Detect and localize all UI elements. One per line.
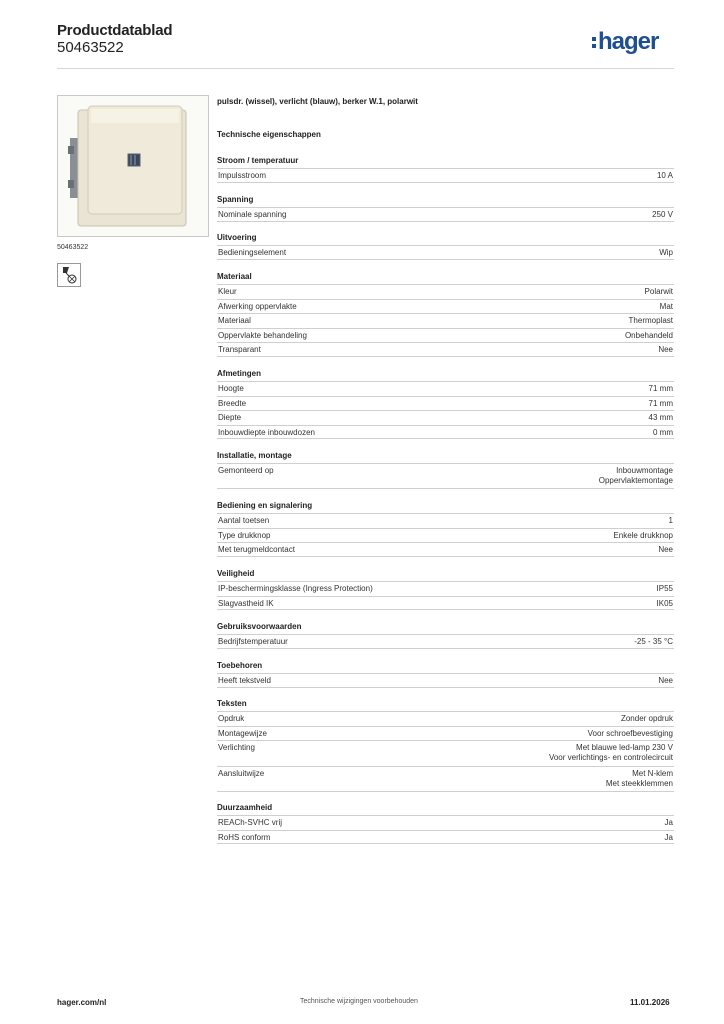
footer-website[interactable]: hager.com/nl	[57, 998, 107, 1007]
spec-value-line: 0 mm	[653, 427, 673, 437]
spec-value	[625, 331, 673, 341]
spec-value	[629, 316, 673, 326]
spec-value-line: 43 mm	[648, 413, 673, 423]
spec-value-line: 71 mm	[648, 398, 673, 408]
product-description: pulsdr. (wissel), verlicht (blauw), berker W.1, polarwit	[217, 97, 418, 106]
spec-value	[665, 833, 673, 843]
group-title: Materiaal	[217, 272, 252, 281]
spec-row	[217, 596, 674, 611]
spec-value	[665, 818, 673, 828]
spec-row	[217, 207, 674, 222]
group-title: Spanning	[217, 195, 254, 204]
spec-value	[599, 466, 673, 486]
group-title: Installatie, montage	[217, 451, 292, 460]
spec-value-line: Oppervlaktemontage	[598, 476, 673, 485]
logo-dots-icon	[592, 37, 596, 48]
spec-value	[658, 345, 673, 355]
spec-key: Heeft tekstveld	[218, 676, 271, 685]
spec-value-line: Met N-klem	[632, 769, 673, 779]
spec-key: Nominale spanning	[218, 210, 287, 219]
spec-value	[588, 729, 673, 739]
spec-value	[645, 287, 673, 297]
spec-row	[217, 542, 674, 557]
spec-value-line: IK05	[656, 598, 673, 608]
section-title: Technische eigenschappen	[217, 130, 321, 139]
spec-value	[613, 531, 673, 541]
spec-key: IP-beschermingsklasse (Ingress Protection)	[218, 584, 373, 593]
spec-key: Transparant	[218, 345, 261, 355]
spec-value-line: Onbehandeld	[624, 330, 673, 340]
spec-value-line: Voor schroefbevestiging	[587, 728, 673, 738]
spec-value-line: -25 - 35 °C	[634, 637, 673, 646]
spec-value	[606, 769, 673, 789]
spec-value	[649, 384, 673, 394]
spec-key: Materiaal	[218, 316, 251, 326]
spec-row	[217, 342, 674, 357]
spec-key: Type drukknop	[218, 530, 271, 540]
spec-key: Inbouwdiepte inbouwdozen	[218, 427, 315, 437]
spec-value	[621, 714, 673, 724]
spec-value-line: 1	[668, 516, 673, 525]
spec-value-line: Mat	[659, 301, 673, 311]
spec-value-line: Thermoplast	[628, 316, 673, 326]
footer-disclaimer: Technische wijzigingen voorbehouden	[300, 998, 418, 1005]
spec-row	[217, 815, 674, 830]
spec-key: Slagvastheid IK	[218, 598, 274, 608]
header-divider	[57, 68, 674, 69]
spec-row	[217, 726, 674, 741]
spec-key: Met terugmeldcontact	[218, 545, 295, 555]
spec-value-line: Nee	[658, 345, 673, 355]
spec-key: Breedte	[218, 398, 247, 408]
spec-value-line: 250 V	[652, 210, 673, 219]
spec-key: Hoogte	[218, 384, 244, 393]
lamp-maintenance-icon	[57, 263, 81, 287]
spec-value	[659, 248, 673, 258]
spec-value-line: Met steekklemmen	[605, 779, 673, 789]
spec-key: Bedieningselement	[218, 248, 287, 257]
spec-value	[660, 302, 673, 312]
spec-row	[217, 425, 674, 440]
spec-value	[657, 171, 673, 181]
spec-value-line: Nee	[658, 676, 673, 685]
spec-value-line: 71 mm	[648, 384, 673, 393]
spec-value	[653, 428, 673, 438]
group-title: Teksten	[217, 699, 247, 708]
image-caption: 50463522	[57, 244, 89, 251]
spec-value-line: Ja	[664, 818, 673, 827]
spec-row	[217, 396, 674, 411]
spec-row	[217, 634, 674, 649]
spec-row	[217, 463, 674, 489]
spec-value	[549, 743, 673, 763]
logo-text: hager	[598, 28, 659, 55]
group-title: Bediening en signalering	[217, 501, 313, 510]
spec-row	[217, 740, 674, 766]
spec-key: Aansluitwijze	[218, 769, 265, 779]
document-number: 50463522	[57, 39, 124, 56]
footer-date: 11.01.2026	[630, 998, 670, 1007]
spec-row	[217, 830, 674, 845]
spec-key: RoHS conform	[218, 832, 271, 842]
spec-value	[658, 676, 673, 686]
hager-logo	[592, 30, 658, 54]
group-title: Veiligheid	[217, 569, 255, 578]
spec-value	[634, 637, 673, 647]
spec-row	[217, 711, 674, 726]
spec-value-line: Nee	[658, 545, 673, 555]
spec-row	[217, 299, 674, 314]
spec-row	[217, 313, 674, 328]
spec-value-line: Polarwit	[644, 287, 673, 296]
spec-value-line: Voor verlichtings- en controlecircuit	[548, 753, 673, 763]
group-title: Duurzaamheid	[217, 803, 273, 812]
spec-value-line: Ja	[664, 832, 673, 842]
spec-value-line: Wip	[659, 248, 673, 257]
spec-key: Oppervlakte behandeling	[218, 330, 307, 340]
spec-row	[217, 381, 674, 396]
spec-row	[217, 245, 674, 260]
spec-key: Diepte	[218, 413, 242, 423]
spec-value-line: Zonder opdruk	[620, 714, 673, 723]
spec-row	[217, 581, 674, 596]
spec-row	[217, 410, 674, 425]
spec-key: Aantal toetsen	[218, 516, 270, 525]
spec-value	[669, 516, 673, 526]
page-title: Productdatablad	[57, 22, 173, 39]
spec-row	[217, 528, 674, 543]
spec-key: Impulsstroom	[218, 171, 267, 180]
spec-key: Afwerking oppervlakte	[218, 301, 297, 311]
spec-key: Verlichting	[218, 743, 255, 753]
spec-value-line: 10 A	[656, 171, 673, 180]
spec-row	[217, 513, 674, 528]
group-title: Stroom / temperatuur	[217, 156, 299, 165]
spec-key: Bedrijfstemperatuur	[218, 637, 288, 646]
spec-value-line: IP55	[656, 584, 673, 593]
spec-value	[657, 584, 673, 594]
spec-row	[217, 328, 674, 343]
spec-key: REACh-SVHC vrij	[218, 818, 283, 827]
spec-key: Kleur	[218, 287, 237, 296]
spec-row	[217, 673, 674, 688]
group-title: Uitvoering	[217, 233, 257, 242]
group-title: Afmetingen	[217, 369, 261, 378]
spec-key: Opdruk	[218, 714, 245, 723]
group-title: Gebruiksvoorwaarden	[217, 622, 302, 631]
spec-value	[649, 399, 673, 409]
spec-key: Gemonteerd op	[218, 466, 274, 475]
product-image	[57, 95, 209, 237]
spec-value-line: Inbouwmontage	[616, 466, 673, 475]
spec-value	[652, 210, 673, 220]
spec-value-line: Enkele drukknop	[613, 530, 673, 540]
spec-value	[657, 599, 673, 609]
spec-value	[658, 545, 673, 555]
spec-row	[217, 168, 674, 183]
group-title: Toebehoren	[217, 661, 263, 670]
spec-row	[217, 766, 674, 792]
spec-key: Montagewijze	[218, 728, 267, 738]
spec-row	[217, 284, 674, 299]
spec-value	[649, 413, 673, 423]
spec-value-line: Met blauwe led-lamp 230 V	[576, 743, 673, 753]
